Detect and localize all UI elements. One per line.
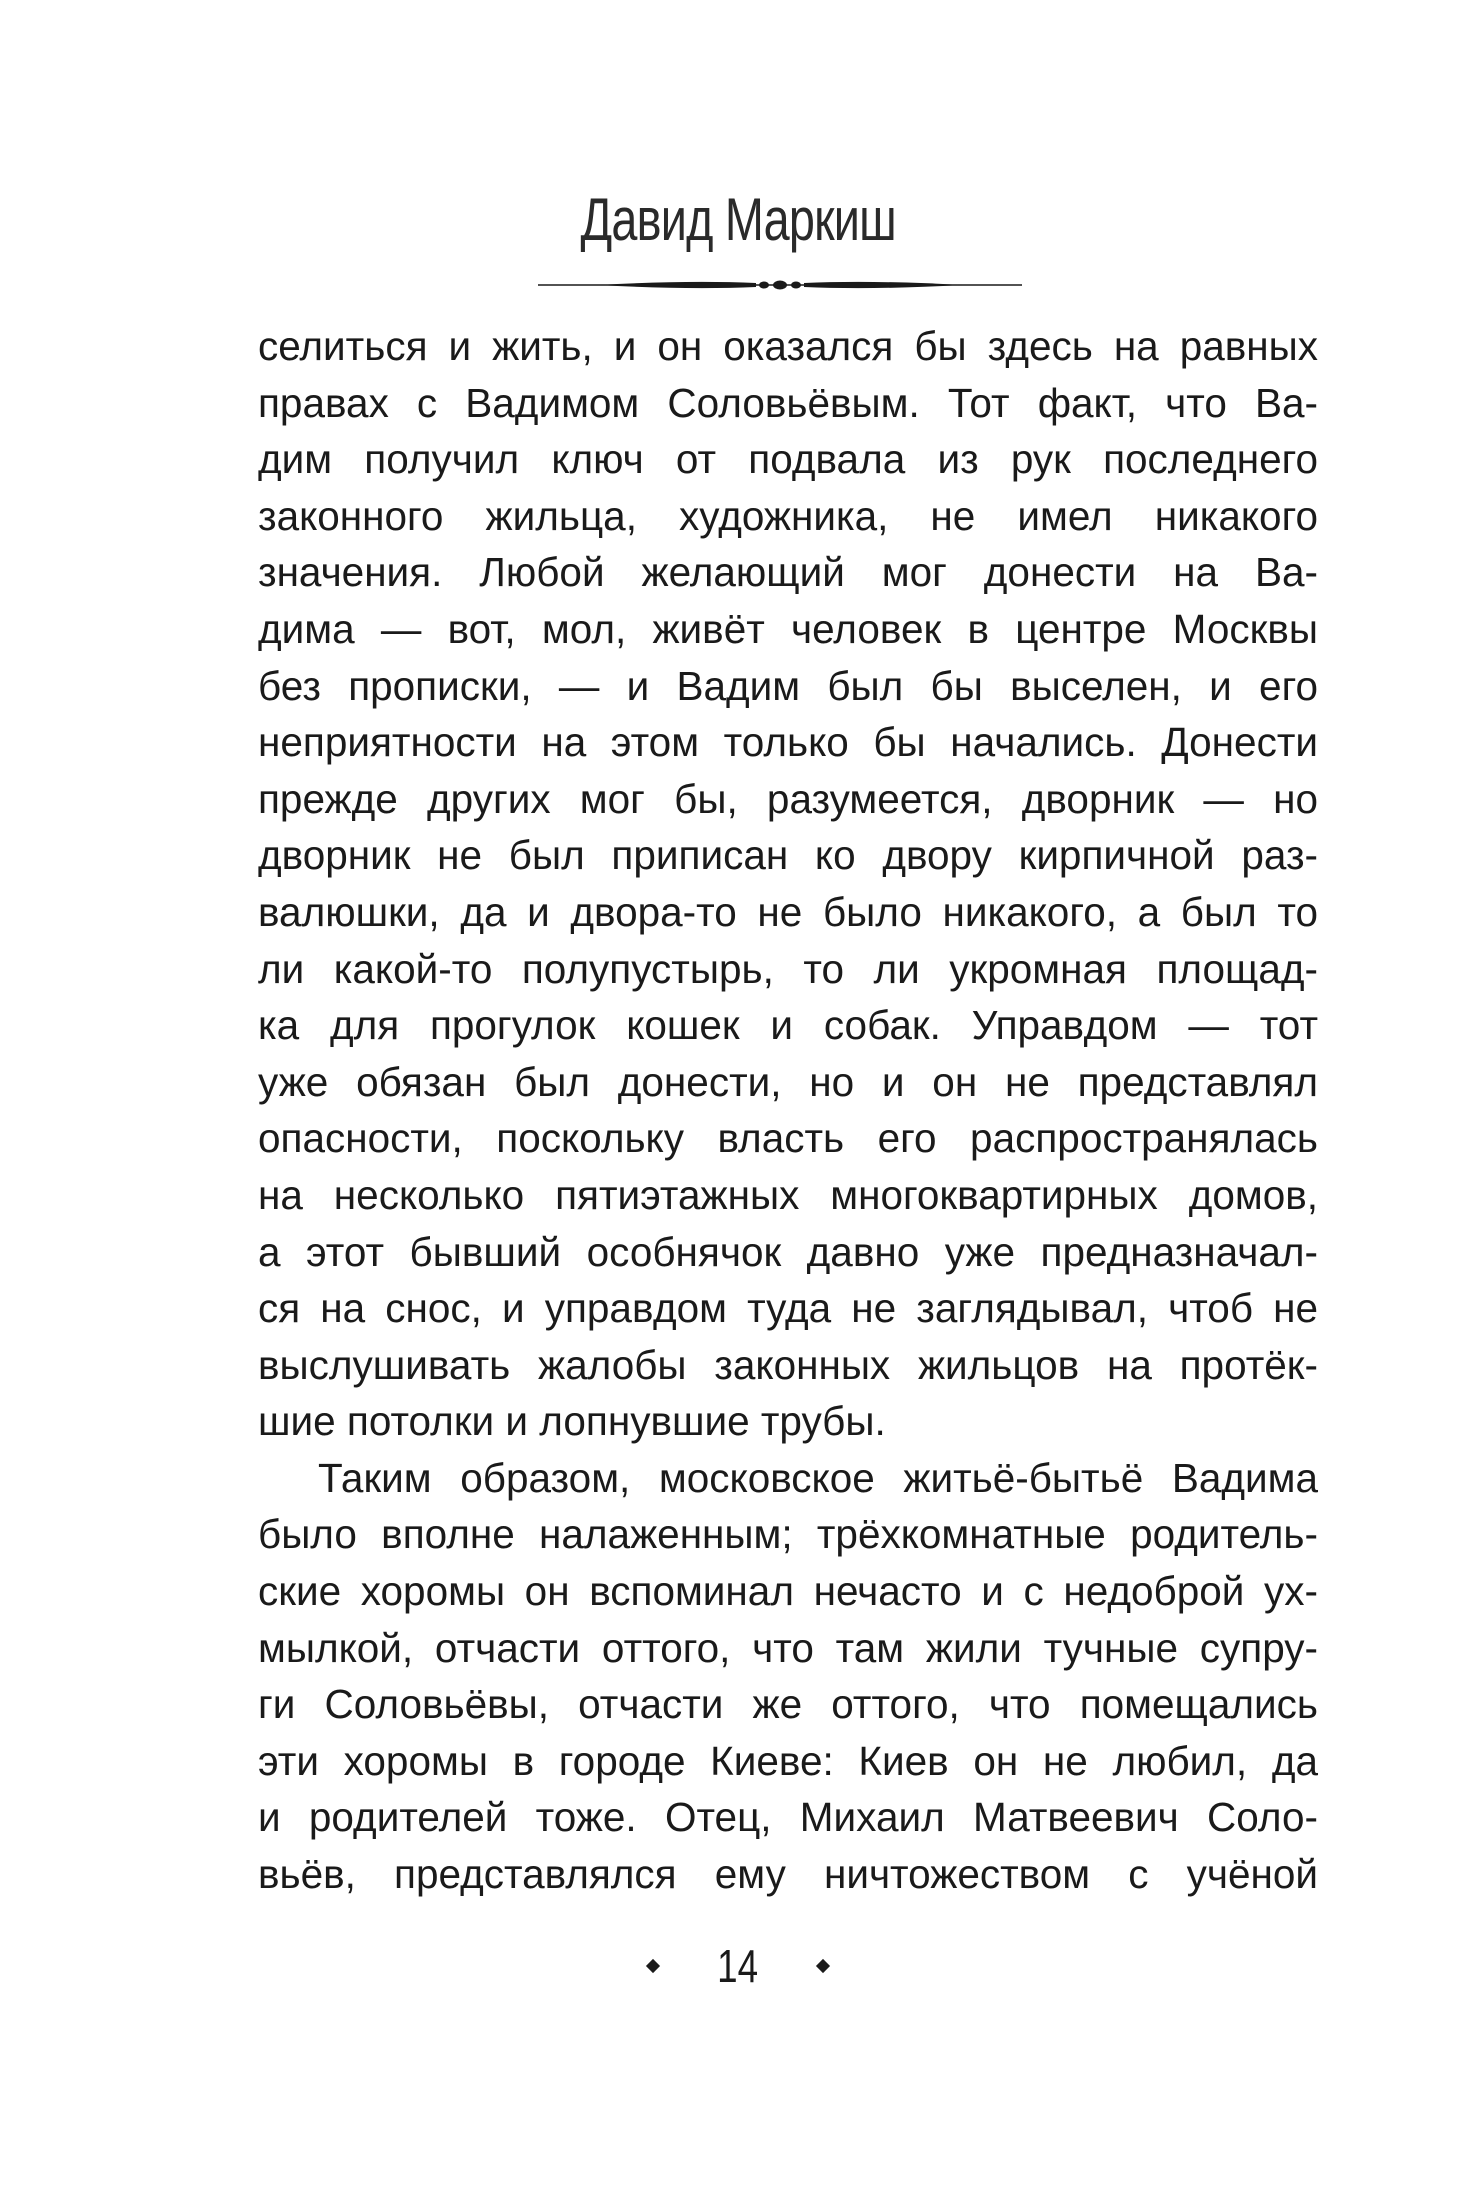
page-footer — [0, 1932, 1476, 1992]
text-line: законного жильца, художника, не имел никакого — [258, 492, 1318, 539]
text-line: мылкой, отчасти оттого, что там жили тучные супру- — [258, 1624, 1318, 1671]
body-text — [258, 318, 1318, 1903]
text-line: и родителей тоже. Отец, Михаил Матвеевич Соло- — [258, 1794, 1318, 1841]
paragraph-start-line: Таким образом, московское житьё-бытьё Вадима — [318, 1454, 1318, 1501]
text-line: а этот бывший особнячок давно уже предназначал- — [258, 1228, 1318, 1275]
text-line: неприятности на этом только бы начались. Донести — [258, 719, 1318, 766]
text-line: дим получил ключ от подвала из рук последнего — [258, 436, 1318, 483]
text-line: ли какой-то полупустырь, то ли укромная площад- — [258, 945, 1318, 992]
diamond-left-icon — [646, 1959, 660, 1973]
text-line: дворник не был приписан ко двору кирпичной раз- — [258, 832, 1318, 879]
text-line: дима — вот, мол, живёт человек в центре Москвы — [258, 605, 1318, 652]
paragraph-end-line: шие потолки и лопнувшие трубы. — [258, 1398, 886, 1445]
text-line: значения. Любой желающий мог донести на Ва- — [258, 549, 1318, 596]
text-line: на несколько пятиэтажных многоквартирных домов, — [258, 1171, 1318, 1218]
text-line: уже обязан был донести, но и он не представлял — [258, 1058, 1318, 1105]
text-line: прежде других мог бы, разумеется, дворник — но — [258, 775, 1318, 822]
page-number: 14 — [717, 1940, 759, 1992]
text-line: вьёв, представлялся ему ничтожеством с учёной — [258, 1851, 1318, 1898]
text-line: опасности, поскольку власть его распространялась — [258, 1115, 1318, 1162]
text-line: эти хоромы в городе Киеве: Киев он не любил, да — [258, 1737, 1318, 1784]
text-line: ские хоромы он вспоминал нечасто и с недоброй ух- — [258, 1568, 1318, 1615]
text-line: ся на снос, и управдом туда не заглядывал, чтоб не — [258, 1285, 1318, 1332]
text-line: ги Соловьёвы, отчасти же оттого, что помещались — [258, 1681, 1318, 1728]
text-line: валюшки, да и двора-то не было никакого, а был то — [258, 888, 1318, 935]
author-name: Давид Маркиш — [580, 186, 896, 253]
text-line: правах с Вадимом Соловьёвым. Тот факт, что Ва- — [258, 379, 1318, 426]
ornament-rule-icon — [538, 270, 1022, 300]
text-line: без прописки, — и Вадим был бы выселен, и его — [258, 662, 1318, 709]
text-line: селиться и жить, и он оказался бы здесь на равных — [258, 323, 1318, 369]
text-line: ка для прогулок кошек и собак. Управдом — тот — [258, 1002, 1318, 1049]
running-head — [0, 186, 1476, 253]
text-line: выслушивать жалобы законных жильцов на протёк- — [258, 1341, 1318, 1388]
diamond-right-icon — [816, 1959, 830, 1973]
text-line: было вполне налаженным; трёхкомнатные родитель- — [258, 1511, 1318, 1558]
